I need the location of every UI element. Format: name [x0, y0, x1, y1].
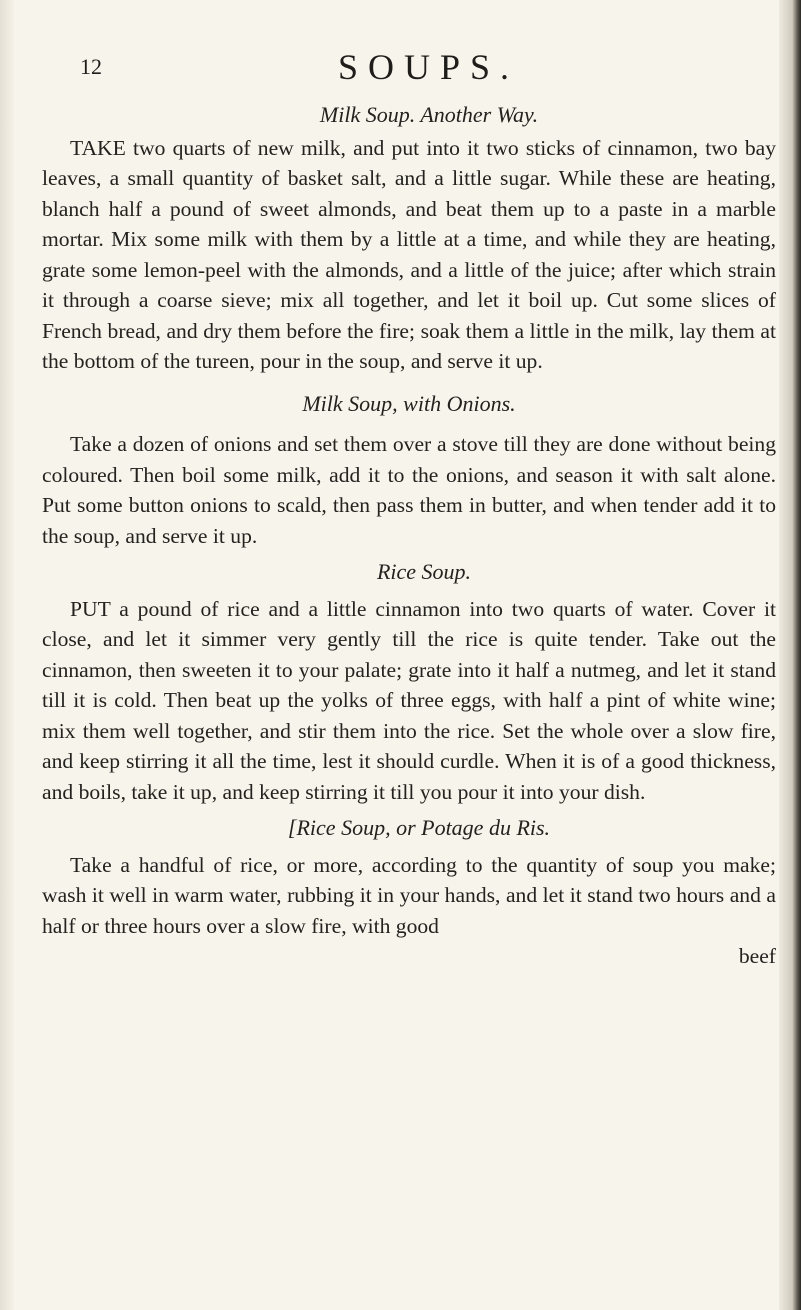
page-left-edge — [0, 0, 14, 1310]
page-right-edge — [779, 0, 801, 1310]
recipe-paragraph: TAKE two quarts of new milk, and put into it two sticks of cinnamon, two bay leaves, a small quantity of basket salt, and a little sugar. While these are heating, blanch half a pound of sweet almonds, and beat them up to a paste in a marble mortar. Mix some milk with them by a little at a time, and while they are heating, grate some lemon-peel with the almonds, and a little of the juice; after which strain it through a coarse sieve; mix all together, and let it boil up. Cut some slices of French bread, and dry them before the fire; soak them a little in the milk, lay them at the bottom of the tureen, pour in the soup, and serve it up. — [42, 135, 776, 373]
recipe-paragraph: Take a dozen of onions and set them over a stove till they are done without being coloured. Then boil some milk, add it to the onions, and season it with salt alone. Put some button onions to scald, then pass them in butter, and when tender add it to the soup, and serve it up. — [42, 432, 776, 548]
section-heading: Milk Soup, with Onions. — [302, 390, 516, 416]
running-head — [0, 46, 801, 86]
text-block — [42, 100, 776, 972]
section-heading: [Rice Soup, or Potage du Ris. — [287, 815, 551, 840]
section-heading: Rice Soup. — [376, 559, 472, 584]
section-heading: Milk Soup. Another Way. — [319, 102, 539, 127]
recipe-paragraph: PUT a pound of rice and a little cinnamon into two quarts of water. Cover it close, and let it simmer very gently till the rice is quite tender. Take out the cinnamon, then sweeten it to your palate; grate into it half a nutmeg, and let it stand till it is cold. Then beat up the yolks of three eggs, with half a pint of white wine; mix them well together, and stir them into the rice. Set the whole over a slow fire, and keep stirring it all the time, lest it should curdle. When it is of a good thickness, and boils, take it up, and keep stirring it till you pour it into your dish. — [42, 596, 776, 804]
catchword: beef — [738, 944, 776, 968]
recipe-paragraph: Take a handful of rice, or more, according to the quantity of soup you make; wash it well in warm water, rubbing it in your hands, and let it stand two hours and a half or three hours over a slow fire, with good — [42, 852, 776, 938]
page-header-title: SOUPS. — [338, 47, 520, 87]
page-number: 12 — [80, 54, 102, 79]
